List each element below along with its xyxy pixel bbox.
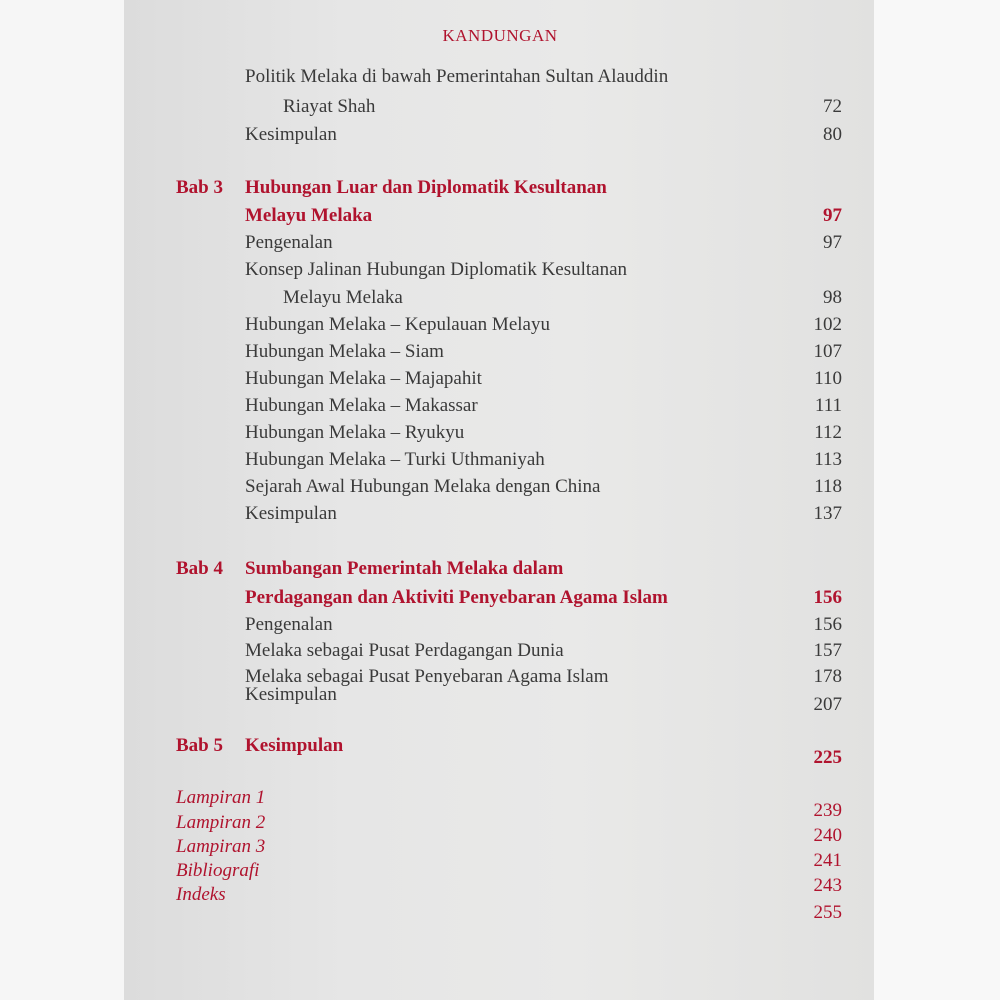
toc-entry-text: Pengenalan xyxy=(245,614,333,635)
appendix-title: Lampiran 1 xyxy=(176,787,266,808)
toc-entry-text: Hubungan Melaka – Kepulauan Melayu xyxy=(245,314,550,335)
toc-line xyxy=(0,368,1000,394)
chapter-number: Bab 3 xyxy=(176,177,223,198)
toc-page-number: 113 xyxy=(814,449,842,470)
chapter-title-line xyxy=(0,177,1000,203)
appendix-page-number: 243 xyxy=(813,875,842,896)
toc-page-number: 137 xyxy=(813,503,842,524)
chapter-title-line xyxy=(0,587,1000,613)
chapter-title-line xyxy=(0,205,1000,231)
toc-line xyxy=(0,640,1000,666)
toc-entry-text: Kesimpulan xyxy=(245,503,337,524)
toc-entry-text: Kesimpulan xyxy=(245,124,337,145)
chapter-number: Bab 5 xyxy=(176,735,223,756)
toc-page-number: 118 xyxy=(814,476,842,497)
toc-line xyxy=(0,614,1000,640)
toc-entry-text: Melaka sebagai Pusat Penyebaran Agama Islam xyxy=(245,666,609,687)
toc-entry-text: Hubungan Melaka – Majapahit xyxy=(245,368,482,389)
appendix-title: Bibliografi xyxy=(176,860,260,881)
toc-page-number: 107 xyxy=(813,341,842,362)
chapter-title-line xyxy=(0,558,1000,584)
toc-entry-text: Melaka sebagai Pusat Perdagangan Dunia xyxy=(245,640,564,661)
appendix-page-number: 241 xyxy=(813,850,842,871)
toc-page-number: 97 xyxy=(823,232,842,253)
chapter-title: Hubungan Luar dan Diplomatik Kesultanan xyxy=(245,177,607,198)
chapter-page-line xyxy=(0,747,1000,773)
toc-page-number: 112 xyxy=(814,422,842,443)
toc-line xyxy=(0,476,1000,502)
toc-page-number: 80 xyxy=(823,124,842,145)
appendix-title: Lampiran 2 xyxy=(176,812,266,833)
toc-line xyxy=(0,96,1000,122)
chapter-number: Bab 4 xyxy=(176,558,223,579)
toc-entry-text: Konsep Jalinan Hubungan Diplomatik Kesultanan xyxy=(245,259,628,280)
toc-entry-text: Hubungan Melaka – Ryukyu xyxy=(245,422,465,443)
appendix-page-number: 239 xyxy=(813,800,842,821)
appendix-title: Lampiran 3 xyxy=(176,836,266,857)
toc-entry-text: Politik Melaka di bawah Pemerintahan Sultan Alauddin xyxy=(245,66,669,87)
toc-page-number: 157 xyxy=(813,640,842,661)
page-header: KANDUNGAN xyxy=(442,26,558,45)
toc-entry-text: Kesimpulan xyxy=(245,684,337,705)
chapter-page-number: 225 xyxy=(813,747,842,768)
toc-page-number: 178 xyxy=(813,666,842,687)
toc-page-number: 98 xyxy=(823,287,842,308)
toc-entry-text: Sejarah Awal Hubungan Melaka dengan China xyxy=(245,476,601,497)
toc-entry-text: Melayu Melaka xyxy=(283,287,403,308)
toc-line xyxy=(0,287,1000,313)
toc-page-number: 156 xyxy=(813,614,842,635)
toc-page-number: 110 xyxy=(814,368,842,389)
toc-page-number: 72 xyxy=(823,96,842,117)
appendix-page-number: 255 xyxy=(813,902,842,923)
chapter-title: Kesimpulan xyxy=(245,735,344,756)
appendix-line xyxy=(0,902,1000,928)
toc-line xyxy=(0,124,1000,150)
toc-line xyxy=(0,341,1000,367)
toc-line xyxy=(0,314,1000,340)
toc-entry-text: Riayat Shah xyxy=(283,96,376,117)
appendix-page-number: 240 xyxy=(813,825,842,846)
toc-line xyxy=(0,259,1000,285)
toc-line xyxy=(0,503,1000,529)
chapter-page-number: 156 xyxy=(813,587,842,608)
toc-line xyxy=(0,66,1000,92)
toc-entry-text: Hubungan Melaka – Turki Uthmaniyah xyxy=(245,449,545,470)
toc-line xyxy=(0,422,1000,448)
chapter-page-number: 97 xyxy=(823,205,842,226)
toc-page-number: 111 xyxy=(814,395,842,416)
toc-line xyxy=(0,232,1000,258)
toc-page-number: 102 xyxy=(813,314,842,335)
chapter-title: Perdagangan dan Aktiviti Penyebaran Agama Islam xyxy=(245,587,668,608)
toc-entry-text: Hubungan Melaka – Siam xyxy=(245,341,444,362)
chapter-title: Melayu Melaka xyxy=(245,205,373,226)
chapter-title: Sumbangan Pemerintah Melaka dalam xyxy=(245,558,564,579)
toc-entry-text: Pengenalan xyxy=(245,232,333,253)
appendix-title: Indeks xyxy=(176,884,226,905)
toc-line xyxy=(0,449,1000,475)
toc-line xyxy=(0,694,1000,720)
toc-line xyxy=(0,395,1000,421)
toc-entry-text: Hubungan Melaka – Makassar xyxy=(245,395,478,416)
toc-page-number: 207 xyxy=(813,694,842,715)
